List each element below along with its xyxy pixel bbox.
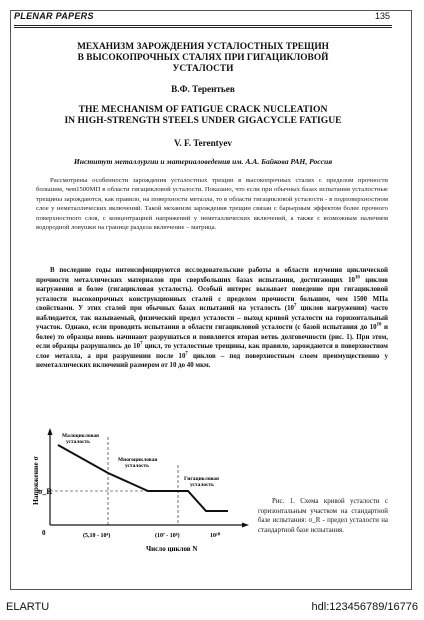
x-axis-label: Число циклов N [146, 545, 198, 553]
body-text-segment: В последние годы интенсифицируются исследовательские работы в области изучения циклической прочности металлических материалов при сверхбольших базах испытания, достигающих 10 [36, 267, 388, 284]
header-rule-secondary [14, 27, 392, 28]
region-mid-label: Многоцикловая [118, 457, 158, 463]
title-english [30, 104, 376, 126]
exponent: 7 [294, 303, 297, 309]
region-giga-label: усталость [190, 482, 214, 488]
running-header [14, 11, 402, 25]
title-russian-line: УСТАЛОСТИ [172, 64, 234, 74]
figure-caption-text: Рис. 1. Схема кривой усталости с горизонтальным участком на стандартной базе испытания: σ_R - предел усталости на стандартной базе испытания. [258, 498, 388, 534]
x-tick-label: (10⁷ - 10⁸) [155, 533, 180, 539]
repository-name: ELARTU [6, 601, 50, 613]
handle-identifier: hdl:123456789/16776 [311, 601, 418, 613]
region-mid-label: усталость [125, 463, 149, 469]
header-rule [14, 25, 392, 26]
exponent: 10 [376, 322, 382, 328]
body-text-segment: циклов нагружения) часто наблюдается, так называемый, физический предел усталости – выход кривой усталости на горизонтальный участок. Однако, если проводить испытания в области гигацикловой усталости (с базой испытания до 10 [36, 305, 388, 331]
title-russian [30, 42, 376, 75]
footer-bar [0, 598, 424, 620]
figure-caption [258, 497, 388, 535]
fatigue-curve-figure [28, 425, 253, 555]
sigma-r-label: σ_R [38, 487, 53, 496]
title-russian-line: В ВЫСОКОПРОЧНЫХ СТАЛЯХ ПРИ ГИГАЦИКЛОВОЙ [77, 53, 329, 63]
body-text-segment: циклов нагружения и более (гигацикловая усталость). Особый интерес вызывает поведение при гигацикловой усталости высокопрочных конструкционных сталей с пределом прочности большим, чем 1500 МПа свойствами. У этих сталей при обычных базах испытаний на усталость (10 [36, 276, 388, 312]
x-axis-arrow [242, 523, 249, 528]
page-number: 135 [374, 11, 390, 21]
y-axis-arrow [48, 428, 53, 435]
exponent: 7 [185, 351, 188, 357]
region-low-label: Малоцикловая [62, 433, 99, 439]
body-text-segment: цикл, то усталостные трещины, как правило, зарождаются в поверхностном слое металла, а при разрушении после 10 [36, 343, 388, 360]
body-text [36, 266, 388, 371]
body-text-segment: циклов – под поверхностным слоем преимущественно у неметаллических включений размером от 10 до 40 мкм. [36, 352, 388, 369]
abstract [36, 176, 388, 232]
y-axis-label: Напряжение σ [31, 456, 40, 505]
region-giga-label: Гигацикловая [184, 476, 219, 482]
x-tick-label: (5,10 - 10⁴) [83, 533, 111, 539]
abstract-text: Рассмотрены особенности зарождения усталостных трещин в высокопрочных сталях с пределом прочности большим, чем1500МП в области гигацикловой усталости. Показано, что если при обычных базах испытания усталостные трещины зарождаются, как правило, на поверхности металла, то в области гигацикловой усталости - в подповерхностном слое у неметаллических включений. Такой механизм зарождения трещин связан с барьерным эффектом более прочного поверхностного слоя, с концентрацией напряжений у неметаллических включений, а также с возможным наличием водородной ловушки на границе раздела включение – матрица. [36, 177, 388, 232]
title-english-line: THE MECHANISM OF FATIGUE CRACK NUCLEATION [78, 104, 328, 115]
author-russian: В.Ф. Терентьев [171, 84, 235, 94]
x-tick-label: 10¹⁰ [210, 533, 221, 539]
title-russian-line: МЕХАНИЗМ ЗАРОЖДЕНИЯ УСТАЛОСТНЫХ ТРЕЩИН [77, 42, 329, 52]
author-english: V. F. Terentyev [173, 138, 233, 148]
exponent: 10 [355, 275, 360, 281]
origin-label: 0 [42, 529, 46, 537]
body-paragraph [36, 266, 388, 371]
region-low-label: усталость [66, 439, 90, 445]
title-english-line: IN HIGH-STRENGTH STEELS UNDER GIGACYCLE FATIGUE [64, 115, 342, 126]
institution: Институт металлургии и материаловедения им. А.А. Байкова РАН, Россия [73, 157, 333, 166]
journal-name: PLENAR PAPERS [14, 11, 94, 21]
body-text-segment: и более) то образцы вновь начинают разрушаться и появляется вторая ветвь долговечности (рис. 1). При этом, если образцы разрушались до 10 [36, 324, 389, 350]
exponent: 7 [140, 341, 143, 347]
